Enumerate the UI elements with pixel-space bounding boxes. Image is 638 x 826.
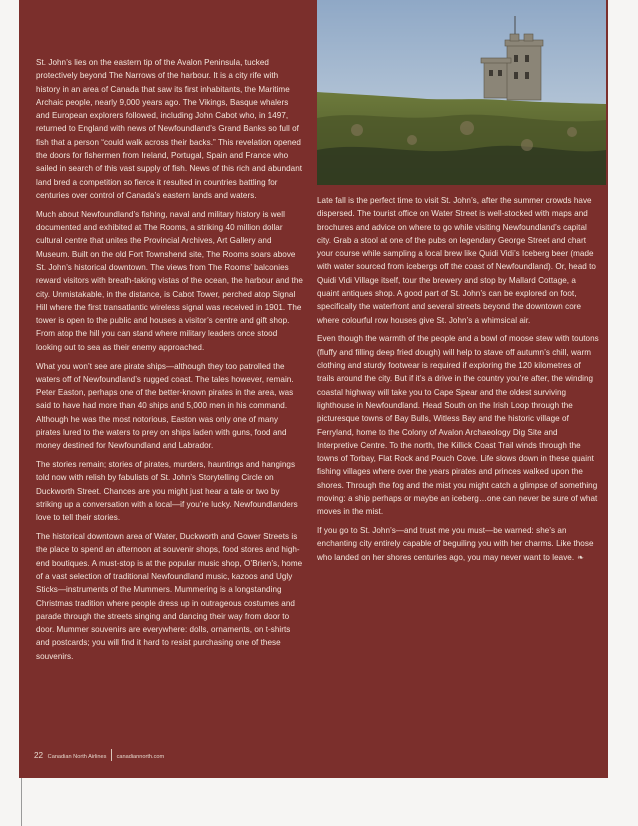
paragraph-storytelling: The stories remain; stories of pirates, murders, hauntings and hangings told now with relish by fabulists of St. John’s Storytelling Circle on Duckworth Street. Chances are you might just hear a tale or two by striking up a conversation with a local—if you’re lucky. Newfoundlanders love to tell their stories. bbox=[36, 460, 298, 523]
scan-edge-line bbox=[21, 778, 22, 826]
publication-name: Canadian North Airlines bbox=[47, 754, 107, 760]
paragraph-the-rooms: Much about Newfoundland’s fishing, naval and military history is well documented and exhibited at The Rooms, a striking 40 million dollar cultural centre that unites the Provincial Archives, Art Gallery and Museum. Built on the old Fort Townshend site, The Rooms soars above St. John’s historical downtown. The views from The Rooms’ balconies reward visitors with breath-taking vistas of the ocean, the harbour and the city. Unmistakable, in the distance, is Cabot Tower, perched atop Signal Hill where the first transatlantic wireless signal was received in 1901. The tower is open to the public and houses a visitor’s centre and gift shop. From atop the hill you can stand where military leaders once stood looking out to sea as their enemy approached. bbox=[36, 209, 303, 352]
paragraph-downtown-shopping: The historical downtown area of Water, Duckworth and Gower Streets is the place to spend an afternoon at souvenir shops, food stores and high-end boutiques. A must-stop is at the popular music shop, O’Brien’s, home of a vast selection of traditional Newfoundland music, kazoos and Ugly Sticks—instruments of the Mummers. Mummering is a longstanding Christmas tradition where people dress up in outrageous costumes and parade through the streets singing and dancing their way from door to door. Mummer souvenirs are everywhere: dolls, ornaments, on t-shirts and postcards; you will find it hard to resist purchasing one of these souvenirs. bbox=[36, 532, 303, 661]
page-number: 22 bbox=[34, 751, 44, 760]
closing-text: If you go to St. John’s—and trust me you must—be warned: she’s an enchanting city entirely capable of beguiling you with her charms. Like those who landed on her shores centuries ago, you may never want to leave. bbox=[317, 526, 594, 562]
paragraph-exploring: Even though the warmth of the people and a bowl of moose stew with toutons (fluffy and filling deep fried dough) will help to stave off autumn’s chill, warm clothing and sturdy footwear is required if exploring the 120 kilometres of trails around the city. But if it’s a drive in the country you’re after, the winding coastal highway will take you to Cape Spear and the oldest surviving lighthouse in Newfoundland. Head South on the Irish Loop through the picturesque towns of Bay Bulls, Witless Bay and the historic village of Ferryland, home to the Colony of Avalon Archaeology Dig Site and Interpretive Centre. To the north, the Killick Coast Trail winds through the towns of Torbay, Flat Rock and Pouch Cove. Life slows down in these quaint fishing villages where over the years pirates and princes walked upon the shores. Through the fog and the mist you might catch a glimpse of something moving: a ship perhaps or maybe an iceberg…one can never be sure of what moves in the mist. bbox=[317, 334, 599, 517]
page-footer bbox=[34, 749, 164, 762]
caribou-icon: ❧ bbox=[577, 552, 584, 562]
footer-divider bbox=[111, 749, 112, 761]
article-left-column bbox=[36, 56, 304, 669]
cabot-tower-photo bbox=[317, 0, 606, 185]
paragraph-pirates: What you won’t see are pirate ships—although they too patrolled the waters off of Newfoundland’s rugged coast. The tales however, remain. Peter Easton, perhaps one of the better-known pirates in the area, was said to have had more than 40 ships and 5,000 men in his command. Although he was the most notorious, Easton was only one of many pirates lured to the waters to prey on ships laden with guns, food and money destined for Newfoundland and Labrador. bbox=[36, 361, 294, 451]
article-right-column bbox=[317, 194, 599, 570]
paragraph-late-fall: Late fall is the perfect time to visit St. John’s, after the summer crowds have dispersed. The tourist office on Water Street is well-stocked with maps and brochures and advice on where to go while visiting Newfoundland’s capital city. Grab a stool at one of the pubs on legendary George Street and chart your course while sampling a local brew like Quidi Vidi’s Iceberg beer (made with water sourced from icebergs off the coast of Newfoundland). Or, head to Quidi Vidi Village itself, tour the brewery and stop by Mallard Cottage, a quaint antiques shop. A good part of St. John’s can be explored on foot, specifically the waterfront and several streets beyond the downtown core where colourful row houses give St. John’s a whimsical air. bbox=[317, 196, 596, 325]
paragraph-closing bbox=[317, 524, 599, 564]
paragraph-history: St. John’s lies on the eastern tip of the Avalon Peninsula, tucked protectively beyond The Narrows of the harbour. It is a city rife with history in an area of Canada that saw its first inhabitants, the Maritime Archaic people, nearly 9,000 years ago. The Vikings, Basque whalers and European explorers followed, including John Cabot who, in 1497, returned to England with news of Newfoundland’s Grand Banks so full of fish that a person “could walk across their backs.” This revelation opened the doors for fishermen from Ireland, Portugal, Spain and France who sailed in search of this vast supply of fish. News of this rich and abundant land bred a competition so fierce it resulted in countries battling for centuries over control of Canada’s eastern lands and waters. bbox=[36, 58, 303, 200]
website-url: canadiannorth.com bbox=[116, 754, 165, 760]
